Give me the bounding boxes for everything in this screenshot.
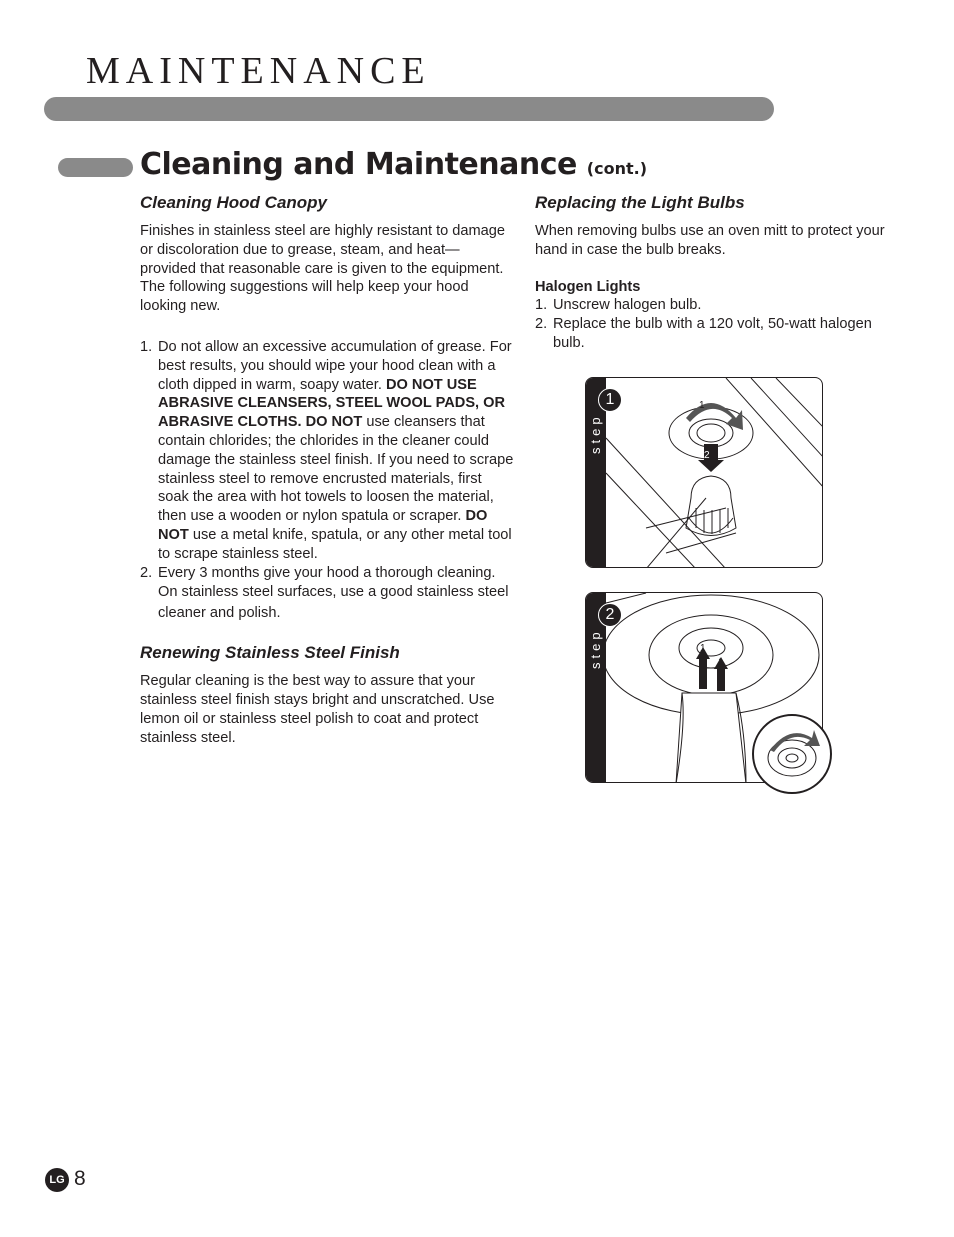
arrow-label: 2 xyxy=(704,450,710,461)
page-header-title: MAINTENANCE xyxy=(86,50,431,92)
arrow-label: 1 xyxy=(718,657,724,668)
arrow-label: 1 xyxy=(699,400,705,411)
replacing-bulbs-heading: Replacing the Light Bulbs xyxy=(535,193,745,212)
warning-bold: DO NOT USE ABRASIVE CLEANSERS, STEEL WOOL PADS, OR ABRASIVE CLOTHS. DO NOT xyxy=(158,376,506,431)
list-number: 1. xyxy=(535,297,548,314)
step-text: Unscrew halogen bulb. xyxy=(553,297,702,314)
right-column xyxy=(535,192,905,353)
step-number-badge: 1 xyxy=(598,388,622,412)
step-word: step xyxy=(588,413,603,454)
warning-bold: DO NOT xyxy=(158,508,488,543)
list-number: 2. xyxy=(535,316,548,333)
arrow-label: 1 xyxy=(700,643,706,654)
cleaning-hood-canopy-heading: Cleaning Hood Canopy xyxy=(140,193,327,212)
lg-logo: LG xyxy=(45,1168,69,1192)
halogen-steps xyxy=(535,296,905,352)
step-1-illustration xyxy=(585,377,823,568)
list-number: 1. xyxy=(140,338,153,355)
step-text: Every 3 months give your hood a thorough cleaning. On stainless steel surfaces, use a good xyxy=(158,564,496,601)
step-text: Replace the bulb with a 120 volt, 50-watt halogen bulb. xyxy=(553,316,872,351)
halogen-lights-heading: Halogen Lights xyxy=(535,278,641,295)
section-title-text: Cleaning and Maintenance xyxy=(140,147,577,182)
list-item xyxy=(140,338,515,564)
canopy-steps xyxy=(140,338,515,624)
list-number: 2. xyxy=(140,564,153,581)
step-text: use cleansers that contain chlorides; the chlorides in the cleaner could damage the stainless steel finish. If you need to scrape stainless steel to remove encrusted materials, first soak the area with hot towels to loosen the material, then use a wooden or nylon spatula or scraper. xyxy=(158,414,514,525)
canopy-intro: Finishes in stainless steel are highly resistant to damage or discoloration due to grease, steam, and heat— provided that reasonable care is given to the equipment. The following suggestions will help keep your hood looking new. xyxy=(140,223,506,315)
rotate-detail-inset xyxy=(752,714,832,794)
step-text: Do not allow an excessive accumulation of grease. For best results, you should wipe your hood clean with a cloth dipped in warm, soapy water. xyxy=(158,338,512,393)
renewing-finish-heading: Renewing Stainless Steel Finish xyxy=(140,643,400,663)
step-word: step xyxy=(588,628,603,669)
list-item xyxy=(535,296,905,315)
section-title xyxy=(140,147,648,182)
arrow-label: 2 xyxy=(792,720,798,731)
page-number: 8 xyxy=(74,1167,86,1190)
left-column xyxy=(140,192,515,748)
list-item xyxy=(140,564,515,625)
list-item xyxy=(535,315,905,353)
bulbs-intro: When removing bulbs use an oven mitt to protect your hand in case the bulb breaks. xyxy=(535,223,885,258)
section-title-cont: (cont.) xyxy=(586,159,648,178)
step-text: stainless steel cleaner and polish. xyxy=(158,584,509,622)
section-pill xyxy=(58,158,133,177)
step-number-badge: 2 xyxy=(598,603,622,627)
renew-text: Regular cleaning is the best way to assure that your stainless steel finish stays bright and unscratched. Use lemon oil or stainless steel polish to coat and protect stainless steel. xyxy=(140,673,495,746)
step-text: use a metal knife, spatula, or any other metal tool to scrape stainless steel. xyxy=(158,526,512,562)
header-bar xyxy=(44,97,774,121)
